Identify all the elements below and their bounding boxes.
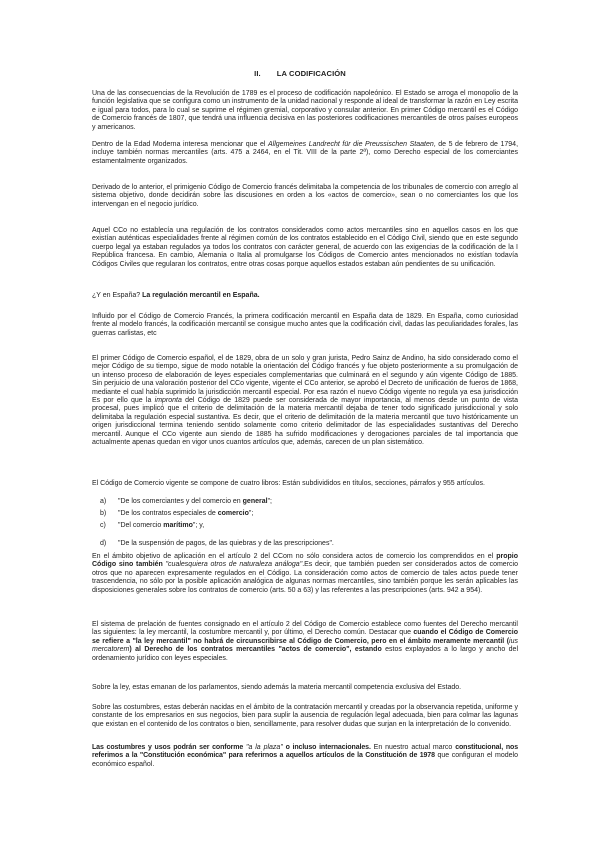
paragraph-objective-system: Derivado de lo anterior, el primigenio Código de Comercio francés delimitaba la competencia de los tribunales de comercio con arreglo al sistema objetivo, donde decidirán sobre las discusiones en orden a los «actos de comercio», sean o no comerciantes los que los intervengan en el negocio jurídico. — [92, 184, 518, 208]
italic-text: "cualesquiera otros de naturaleza análoga" — [162, 561, 303, 569]
text: , de 5 de febrero de 1794, incluye también normas mercantiles (arts. 475 a 2464, en el Tit. VIII de la parte 2ª), como Derecho especial de los comerciantes estamentalmente organizados. — [92, 141, 519, 165]
bold-text: general — [242, 498, 268, 505]
text: "; — [267, 498, 272, 505]
text: El primer Código de Comercio español, el de 1829, obra de un solo y gran jurista, Pedro Sainz de Andino, ha sido considerado como el mejor Código de su tiempo, sigue de modo notable la orientación del Código francés y fue objeto posteriormente a su promulgación de un intenso proceso de elaboración de leyes especiales complementarias que culminará en el segundo y aún vigente Código de 1885. Sin perjuicio de una valoración posterior del CCo vigente, vigente el CCo anterior, se aprobó el Decreto de unificación de fueros de 1868, mediante el cual había suprimido la jurisdicción mercantil especial. Por esa razón el nuevo Código vigente no regula ya esa jurisdicción Es por ello que la — [92, 355, 518, 405]
bold-text: La regulación mercantil en España. — [142, 292, 260, 299]
text: "; y, — [192, 522, 205, 529]
text: Dentro de la Edad Moderna interesa mencionar que el — [92, 141, 268, 148]
list-letter: b) — [100, 510, 107, 517]
paragraph-sources-hierarchy — [92, 621, 518, 663]
bold-text: Las costumbres y usos podrán ser conforme — [92, 744, 246, 751]
paragraph-on-law: Sobre la ley, estas emanan de los parlamentos, siendo además la materia mercantil competencia exclusiva del Estado. — [92, 684, 462, 691]
paragraph-napoleonic-codification: Una de las consecuencias de la Revolución de 1789 es el proceso de codificación napoleónico. El Estado se arroga el monopolio de la función legislativa que se configura como un instrumento de la unidad nacional y responde al ideal de transformar la razón en Ley escrita e igual para todos, para lo cual se suprime el régimen gremial, corporativo y consular anterior. En primer Código mercantil es el Código de Comercio francés de 1807, que tendrá una influencia decisiva en las posteriores codificaciones mercantiles de otros países europeos y americanos. — [92, 90, 518, 131]
section-number: II. — [254, 69, 261, 78]
list-letter: c) — [100, 522, 106, 529]
section-heading — [0, 69, 600, 78]
paragraph-four-books: El Código de Comercio vigente se compone de cuatro libros: Están subdivididos en títulos, secciones, párrafos y 955 artículos. — [92, 480, 485, 487]
list-item — [100, 521, 500, 533]
bold-text: ) al Derecho de los contratos mercantiles "actos de comercio", estando — [129, 646, 382, 654]
paragraph-spain-question — [92, 292, 518, 300]
bold-text: propio Código sino también — [92, 553, 518, 569]
books-list — [100, 497, 500, 551]
italic-text: Allgemeines Landrecht für die Preussischen Staaten — [268, 141, 434, 148]
text: que configuran el modelo económico español. — [92, 752, 518, 768]
paragraph-cco-contracts: Aquel CCo no establecía una regulación de los contratos considerados como actos mercantiles sino en aquellos casos en los que existían auténticas especialidades frente al régimen común de los contratos establecido en el Código Civil, siendo que en este segundo cuerpo legal ya estaban regulados ya todos los contratos con carácter general, de acuerdo con las exigencias de la codificación de la I República francesa. En cambio, Alemania o Italia al promulgarse los Códigos de Comercio antes mencionados no existían todavía Códigos Civiles que regularan los contratos, entre otras cosas porque aquellos estados estaban aún pendientes de su unificación. — [92, 227, 518, 268]
bold-text: o incluso internacionales. — [282, 744, 371, 751]
bold-text: comercio — [217, 510, 249, 517]
section-title: LA CODIFICACIÓN — [276, 69, 346, 78]
text: En nuestro actual marco — [370, 744, 456, 751]
list-letter: a) — [100, 498, 107, 505]
list-item — [100, 497, 500, 509]
paragraph-prussian-landrecht — [92, 141, 518, 166]
paragraph-first-codification-1829: Influido por el Código de Comercio Francés, la primera codificación mercantil en España data de 1829. En España, como curiosidad frente al modelo francés, la codificación mercantil se consigue mucho antes que la codificación civil, dadas las peculiaridades forales, las guerras carlistas, etc — [92, 313, 518, 337]
list-item — [100, 539, 500, 551]
paragraph-customs-and-constitution — [92, 744, 518, 769]
paragraph-objective-scope — [92, 553, 518, 595]
text: "; — [248, 510, 254, 517]
paragraph-sainz-de-andino — [92, 355, 518, 447]
bold-text: constitucional, nos referimos a la "Constitución económica" para referirnos a aquellos artículos de la Constitución de 1978 — [92, 744, 519, 760]
text: En el ámbito objetivo de aplicación en el artículo 2 del CCom no sólo considera actos de comercio los comprendidos en el — [92, 553, 497, 560]
text: ¿Y en España? — [92, 292, 143, 299]
text: El sistema de prelación de fuentes consignado en el artículo 2 del Código de Comercio establece como fuentes del Derecho mercantil las siguientes: la ley mercantil, la costumbre mercantil y, por último, el Derecho común. Destacar que — [92, 621, 518, 637]
italic-text: impronta — [154, 397, 182, 405]
text: "De los comerciantes y del comercio en — [118, 498, 243, 505]
paragraph-on-customs: Sobre las costumbres, estas deberán nacidas en el ámbito de la contratación mercantil y creadas por la observancia repetida, uniforme y constante de los empresarios en sus negocios, bien para suplir la ausencia de regulación legal adecuada, bien para colmar las lagunas que existan en el contenido de los contratos o bien, sencillamente, para resolver dudas que surjan en la interpretación de lo convenido. — [92, 704, 518, 728]
text: .Es decir, que también pueden ser considerados actos de comercio otros que no aparecen expresamente regulados en el Código. La consideración como actos de comercio de tales actos puede tener trascendencia, no sólo por la posible aplicación analógica de algunas normas mercantiles, sino también porque les serán aplicables las disposiciones generales sobre los contratos de comercio (arts. 50 a 63) y las referentes a las prescripciones (arts. 942 a 954). — [92, 561, 518, 594]
text: del Código de 1829 puede ser considerada de mayor importancia, al menos desde un punto de vista procesal, pues implicó que el criterio de delimitación de la materia mercantil dejaba de tener todo significado jurisdiccional y solo delimitaba la regulación especial sustantiva. Es decir, que el criterio de delimitación de la materia mercantil que tuvo históricamente un origen jurisdiccional termina teniendo sentido solamente como criterio delimitador de las especialidades sustantivas del Derecho mercantil. Aunque el CCo vigente aun siendo de 1885 ha sufrido modificaciones y derogaciones parciales de tal importancia que actualmente apenas quedan en vigor unos cuantos artículos que, además, carecen de un plan sistemático. — [92, 397, 518, 447]
italic-text: ius mercatorem — [92, 637, 518, 654]
text: estos explayados a lo largo y ancho del ordenamiento jurídico con leyes especiales. — [92, 646, 518, 662]
bold-text: cuando el Código de Comercio se refiere a "la ley mercantil" no habrá de circunscribirse al Código de Comercio, pero en el ámbito meramente mercantil ( — [92, 629, 518, 645]
text: "De la suspensión de pagos, de las quiebras y de las prescripciones". — [118, 540, 334, 547]
italic-text: "a la plaza" — [246, 744, 283, 751]
list-item — [100, 509, 500, 521]
bold-text: marítimo — [163, 522, 193, 529]
text: "Del comercio — [118, 522, 164, 529]
text: "De los contratos especiales de — [118, 510, 218, 517]
list-letter: d) — [100, 540, 107, 547]
